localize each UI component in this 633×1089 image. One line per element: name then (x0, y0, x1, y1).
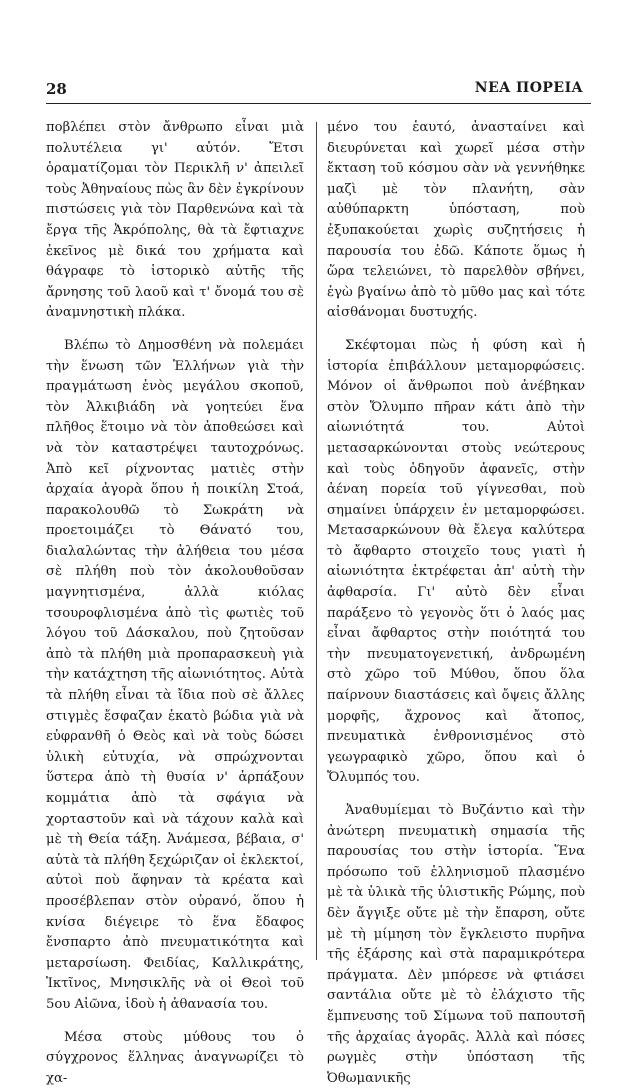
column-divider (316, 122, 317, 960)
paragraph: Μέσα στοὺς μύθους του ὁ σύγχρονος ἕλληνας ἀναγνωρίζει τὸ χα- (46, 1029, 304, 1086)
paragraph: μένο του ἑαυτό, ἀνασταίνει καὶ διευρύνεται καὶ χωρεῖ μέσα στὴν ἔκταση τοῦ κόσμου σὰν νὰ γεννήθηκε μαζὶ μὲ τὸν πλανήτη, σὰν αὐθύπαρκτη ὑπόσταση, ποὺ ἐξυπακούεται χωρὶς συζητήσεις ἡ παρουσία του ἐδῶ. Κάποτε ὅμως ἡ ὥρα τελειώνει, τὸ παρελθὸν σβήνει, ἐγὼ βγαίνω ἀπὸ τὸ μῦθο μας καὶ τότε αἰσθάνομαι δυστυχής. (327, 120, 585, 321)
header-rule (46, 103, 591, 104)
paragraph: ποβλέπει στὸν ἄνθρωπο εἶναι μιὰ πολυτέλεια γι' αὐτόν. Ἔτσι ὁραματίζομαι τὸν Περικλῆ ν' ἀπειλεῖ τοὺς Ἀθηναίους πὼς ἂν δὲν ἐγκρίνουν πιστώσεις γιὰ τὸν Παρθενώνα καὶ τὰ ἔργα τῆς Ἀκρόπολης, θὰ τὰ ἔφτιαχνε ἐκεῖνος μὲ δικά του χρήματα καὶ θάγραφε τὸ ἱστορικὸ αὐτῆς τῆς ἄρνησης τοῦ λαοῦ καὶ τ' ὄνομά του σὲ ἀναμνηστικὴ πλάκα. (46, 120, 304, 321)
right-column (327, 118, 585, 1089)
paragraph: Βλέπω τὸ Δημοσθένη νὰ πολεμάει τὴν ἕνωση τῶν Ἑλλήνων γιὰ τὴν πραγμάτωση ἑνὸς μεγάλου σκοποῦ, τὸν Ἀλκιβιάδη νὰ γοητεύει ἕνα πλῆθος ἕτοιμο νὰ τὸν ἀποθεώσει καὶ νὰ τὸν καταστρέψει ταυτοχρόνως. Ἀπὸ κεῖ ρίχνοντας ματιὲς στὴν ἀρχαία ἀγορὰ ὅπου ἡ ποικίλη Στοά, παρακολουθῶ τὸ Σωκράτη νὰ προετοιμάζει τὸ Θάνατό του, διαλαλώντας τὴν ἀλήθεια του μέσα σὲ πλήθη ποὺ τὸν ἀκολουθοῦσαν μαγνητισμένα, ἀλλὰ κιόλας τσουροφλισμένα ἀπὸ τὶς φωτιὲς τοῦ λόγου τοῦ Δάσκαλου, ποὺ ζητοῦσαν ἀπὸ τὰ πλήθη μιὰ προπαρασκευὴ γιὰ τὴν κατάχτηση τῆς αἰωνιότητος. Αὐτὰ τὰ πλήθη εἶναι τὰ ἴδια ποὺ σὲ ἄλλες στιγμὲς ἔσφαζαν ἑκατὸ βώδια γιὰ νὰ εὐφρανθῆ ὁ Θεὸς καὶ νὰ τοὺς δώσει ὑλικὴ εὐτυχία, νὰ σπρώχνονται ὕστερα ἀπὸ τὴ θυσία ν' ἁρπάξουν κομμάτια ἀπὸ τὰ σφάγια νὰ χορταστοῦν καὶ νὰ τάχουν καλὰ καὶ μὲ τὴ Θεία τάξη. Ἀνάμεσα, βέβαια, σ' αὐτὰ τὰ πλήθη ξεχώριζαν οἱ ἐκλεκτοί, αὐτοὶ ποὺ ἄφηναν τὰ κρέατα καὶ προσέβλεπαν στὸν οὐρανό, ὅπου ἡ κνίσα διέγειρε τὸ ἕνα ἔδαφος ἔνσπαρτο ἀπὸ πνευματικότητα καὶ μεταρσίωση. Φειδίας, Καλλικράτης, Ἰκτῖνος, Μνησικλῆς νὰ οἱ Θεοὶ τοῦ 5ου Αἰῶνα, ἰδοὺ ἡ ἀθανασία του. (46, 337, 304, 1012)
left-column (46, 118, 304, 1089)
running-title: ΝΕΑ ΠΟΡΕΙΑ (474, 80, 583, 96)
paragraph: Ἀναθυμίεμαι τὸ Βυζάντιο καὶ τὴν ἀνώτερη πνευματικὴ σημασία τῆς παρουσίας του στὴν ἱστορία. Ἕνα πρόσωπο τοῦ ἑλληνισμοῦ πλασμένο μὲ τὰ ὑλικὰ τῆς ὑλιστικῆς Ρώμης, ποὺ δὲν ἄγγιξε οὔτε μὲ τὴν ἔπαρση, οὔτε μὲ τὴ μίμηση τὸν ἔγκλειστο πυρῆνα τῆς ἐξάρσης καὶ στὰ παραμικρότερα πράγματα. Δὲν μπόρεσε νὰ φτιάσει σαντάλια οὔτε μὲ τὸ ἐλάχιστο τῆς ἔμπνευσης τοῦ Σίμωνα τοῦ παπουτσῆ τῆς ἀρχαίας ἀγορᾶς. Ἀλλὰ καὶ πόσες ρωγμὲς στὴν ὑπόσταση τῆς Ὀθωμανικῆς (327, 803, 585, 1086)
page-number: 28 (46, 80, 67, 98)
paragraph: Σκέφτομαι πὼς ἡ φύση καὶ ἡ ἱστορία ἐπιβάλλουν μεταμορφώσεις. Μόνον οἱ ἄνθρωποι ποὺ ἀνέβηκαν στὸν Ὄλυμπο πῆραν κάτι ἀπὸ τὴν αἰωνιότητά του. Αὐτοὶ μετασαρκώνονται στοὺς νεώτερους καὶ τοὺς ὁδηγοῦν ἀφανεῖς, στὴν ἀέναη πορεία τοῦ γίγνεσθαι, ποὺ σημαίνει ὑπάρχειν ἐν μεταμορφώσει. Μετασαρκώνουν θὰ ἔλεγα καλύτερα τὸ ἄφθαρτο στοιχεῖο τους γιατὶ ἡ αἰωνιότητα ἐκτρέφεται ἀπ' αὐτὴ τὴν ἀφθαρσία. Γι' αὐτὸ δὲν εἶναι παράξενο τὸ γεγονὸς ὅτι ὁ λαός μας εἶναι ἄφθαρτος στὴν ποιότητά του τὴν πνευματογενετική, ἀνδρωμένη στὸ χῶρο τοῦ Μύθου, ὅπου ὅλα παίρνουν διαστάσεις καὶ ὄψεις ἄλλης μορφῆς, ἄχρονος καὶ ἄτοπος, πνευματικὰ ἐνθρονισμένος στὸ γεωγραφικὸ χῶρο, ὅπου καὶ ὁ Ὄλυμπός του. (327, 337, 585, 786)
